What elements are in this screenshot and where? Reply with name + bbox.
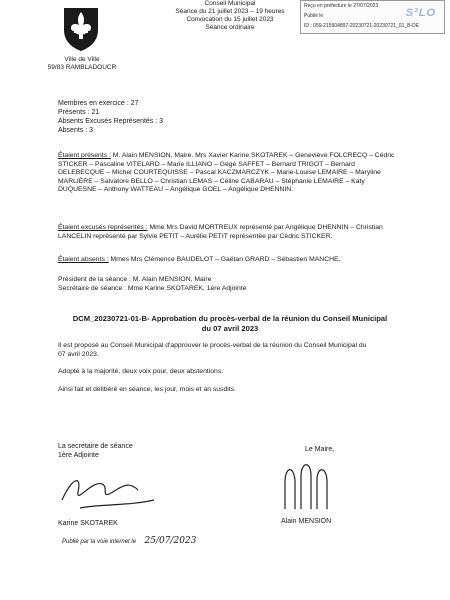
town-line-1: Ville de Ville [64, 56, 100, 63]
stamp-received: Reçu en préfecture le 27/07/2023 [304, 3, 379, 9]
secretary-name: Karine SKOTAREK [58, 520, 118, 527]
town-coat-of-arms-logo [62, 6, 100, 52]
secretary-title: La secrétaire de séance [58, 443, 133, 450]
absents-text: Mmes Mrs Clémence BAUDELOT – Gaëtan GRARD – Sébastien MANCHE. [110, 256, 341, 263]
count-members: Membres en exercice : 27 [58, 100, 139, 107]
convocation-date: Convocation du 15 juillet 2023 [186, 16, 274, 23]
vote-result: Adopté à la majorité, deux voix pour, deux abstentions. [58, 368, 224, 375]
deliberation-body-line-1: Il est proposé au Conseil Municipal d'approuver le procès-verbal de la réunion du Conseil Municipal du [58, 342, 367, 349]
secretary-signature-block [58, 442, 168, 528]
session-secretary: Secrétaire de séance : Mme Karine SKOTAREK, 1ère Adjointe [58, 284, 247, 292]
stamp-id: ID : 059-215904897-20230721-20230721_01_B-DE [304, 23, 420, 29]
represented-text: Mme Mrs David MORTREUX représenté par Angélique DHENNIN – Christian LANCELIN représenté par Sylvie PETIT – Aurélie PETIT représentée par Cédric STICKER. [58, 224, 383, 240]
count-absent: Absents : 3 [58, 127, 94, 134]
presents-text: M. Alain MENSION, Maire. Mrs Xavier Karine SKOTAREK – Geneviève FOLCRECQ – Cédric STICKER – Pascaline VITELARD – Marie ILLIANO – Gégé SAFFET – Bernard TRIGOT – Bernard DELEBECQUE – Michel COURTEQUISSE – Pascal KACZMARCZYK – Marie-Louise LEMAIRE – Maryline MARLIÈRE – Salvatore BELLO – Christian LEMAS – Céline CABARAU – Stéphanie LEMAIRE – Katy DUQUESNE – Anthony WATTEAU – Angélique GOEL – Angélique DHENNIN. [58, 152, 395, 194]
session-time: Séance du 21 juillet 2023 – 19 heures [175, 8, 285, 15]
attendance-counts [58, 99, 163, 135]
closing-formula: Ainsi fait et délibéré en séance, les jour, mois et an susdits. [58, 386, 236, 393]
deliberation-title-line-2: du 07 avril 2023 [201, 324, 259, 333]
absents-label: Étaient absents : [58, 256, 109, 263]
deliberation-body [58, 342, 403, 359]
count-represented: Absents Excusés Représentés : 3 [58, 118, 164, 125]
council-title: Conseil Municipal [204, 0, 256, 7]
deliberation-title [60, 314, 400, 334]
deliberation-body-line-2: 07 avril 2023. [58, 350, 99, 358]
mayor-title: Le Maire, [305, 446, 335, 453]
secretary-signature-drawing [58, 460, 168, 520]
mayor-signature-block [277, 445, 347, 526]
prefecture-receipt-stamp [300, 0, 445, 34]
session-type: Séance ordinaire [205, 24, 255, 31]
session-header [160, 0, 300, 32]
mayor-name: Alain MENSION [281, 518, 332, 525]
presents-paragraph [58, 152, 403, 195]
town-line-2: 59/83 RAMBLADOUCR [47, 64, 117, 71]
town-name [40, 56, 124, 72]
presents-label: Étaient présents : [58, 152, 111, 159]
secretary-role: 1ère Adjointe [58, 452, 99, 459]
count-present: Présents : 21 [58, 109, 100, 116]
publication-label: Publié par la voie internet le [62, 539, 137, 545]
mayor-signature-drawing [277, 454, 347, 514]
deliberation-title-line-1: DCM_20230721-01-B- Approbation du procès-verbal de la réunion du Conseil Municipal [72, 314, 388, 323]
represented-label: Étaient excusés représentés : [58, 224, 148, 231]
session-officers [58, 276, 403, 293]
stamp-brand-logo: S²LO [405, 7, 436, 19]
publication-date: 25/07/2023 [144, 536, 197, 546]
session-president: Président de la séance : M. Alain MENSION, Maire [58, 276, 212, 283]
absents-paragraph [58, 256, 403, 265]
stamp-published: Publié le [304, 13, 324, 19]
represented-paragraph [58, 224, 403, 241]
publication-note [62, 530, 196, 548]
